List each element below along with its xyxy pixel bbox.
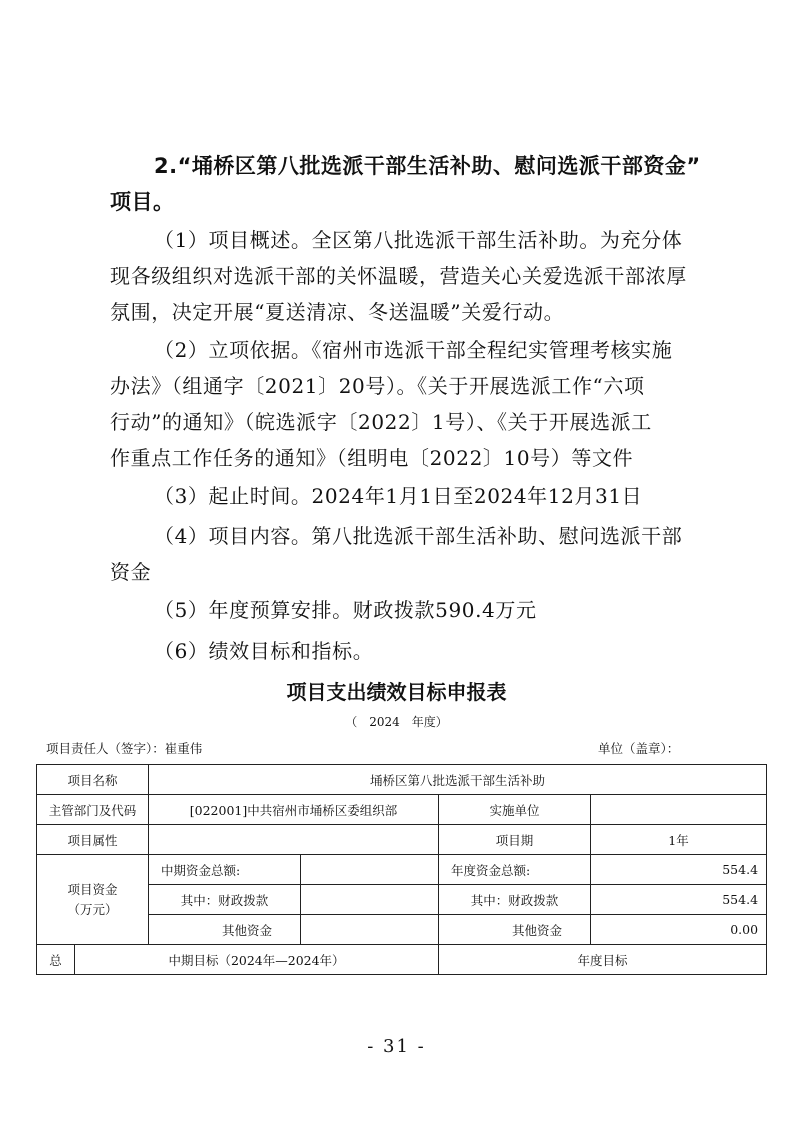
text-line: （5）年度预算安排。财政拨款590.4万元 [154, 598, 537, 622]
text-line: 行动”的通知》（皖选派字〔2022〕1号）、《关于开展选派工 [110, 410, 652, 434]
impl-unit-value [591, 795, 767, 825]
period-value: 1年 [591, 825, 767, 855]
unit-seal: 单位（盖章）： [598, 741, 680, 756]
table-row [37, 825, 767, 855]
page-number: - 31 - [367, 1036, 426, 1057]
annual-total-label: 年度资金总额: [439, 855, 591, 885]
paragraph-overview [110, 222, 700, 330]
total-label: 总 [37, 945, 75, 975]
dept-value: [022001]中共宿州市埇桥区委组织部 [149, 795, 439, 825]
text-line: 办法》（组通字〔2021〕20号）。《关于开展选派工作“六项 [110, 374, 645, 398]
annual-other-value: 0.00 [591, 915, 767, 945]
text-line: （1）项目概述。全区第八批选派干部生活补助。为充分体 [154, 228, 683, 252]
annual-total-value: 554.4 [591, 855, 767, 885]
funds-label-line-2: （万元） [67, 901, 118, 917]
project-name-label: 项目名称 [37, 765, 149, 795]
paragraph-basis [110, 332, 700, 476]
table-row [37, 945, 767, 975]
text-line: （6）绩效目标和指标。 [154, 639, 374, 663]
annual-other-label: 其他资金 [439, 915, 591, 945]
text-line: （2）立项依据。《宿州市选派干部全程纪实管理考核实施 [154, 338, 673, 362]
text-line: 氛围，决定开展“夏送清凉、冬送温暖”关爱行动。 [110, 300, 565, 324]
text-line: 资金 [110, 560, 152, 584]
form-year: （ 2024 年度） [345, 715, 448, 729]
responsible-person: 项目责任人（签字）：崔重伟 [46, 741, 203, 756]
mid-fiscal-label: 其中：财政拨款 [149, 885, 301, 915]
mid-other-value [301, 915, 439, 945]
paragraph-period [110, 478, 700, 514]
attr-value [149, 825, 439, 855]
paragraph-goals [110, 633, 700, 669]
table-row [37, 795, 767, 825]
mid-total-label: 中期资金总额: [149, 855, 301, 885]
dept-label: 主管部门及代码 [37, 795, 149, 825]
performance-goal-table [36, 764, 767, 975]
period-label: 项目期 [439, 825, 591, 855]
mid-other-label: 其他资金 [149, 915, 301, 945]
section-heading-line-1: 2.“埇桥区第八批选派干部生活补助、慰问选派干部资金” [154, 154, 701, 178]
form-title: 项目支出绩效目标申报表 [286, 680, 507, 704]
section-heading-line-2: 项目。 [110, 190, 175, 214]
paragraph-budget [110, 592, 700, 628]
text-line: 现各级组织对选派干部的关怀温暖，营造关心关爱选派干部浓厚 [110, 264, 687, 288]
mid-total-value [301, 855, 439, 885]
mid-goal-label: 中期目标（2024年—2024年） [75, 945, 439, 975]
funds-label [37, 855, 149, 945]
section-heading [110, 148, 710, 220]
impl-unit-label: 实施单位 [439, 795, 591, 825]
annual-goal-label: 年度目标 [439, 945, 767, 975]
text-line: 作重点工作任务的通知》（组明电〔2022〕10号）等文件 [110, 446, 634, 470]
table-row [37, 855, 767, 885]
text-line: （3）起止时间。2024年1月1日至2024年12月31日 [154, 484, 643, 508]
mid-fiscal-value [301, 885, 439, 915]
text-line: （4）项目内容。第八批选派干部生活补助、慰问选派干部 [154, 524, 683, 548]
funds-label-line-1: 项目资金 [67, 881, 118, 897]
attr-label: 项目属性 [37, 825, 149, 855]
annual-fiscal-label: 其中：财政拨款 [439, 885, 591, 915]
annual-fiscal-value: 554.4 [591, 885, 767, 915]
table-row [37, 765, 767, 795]
paragraph-content [110, 518, 700, 590]
project-name-value: 埇桥区第八批选派干部生活补助 [149, 765, 767, 795]
